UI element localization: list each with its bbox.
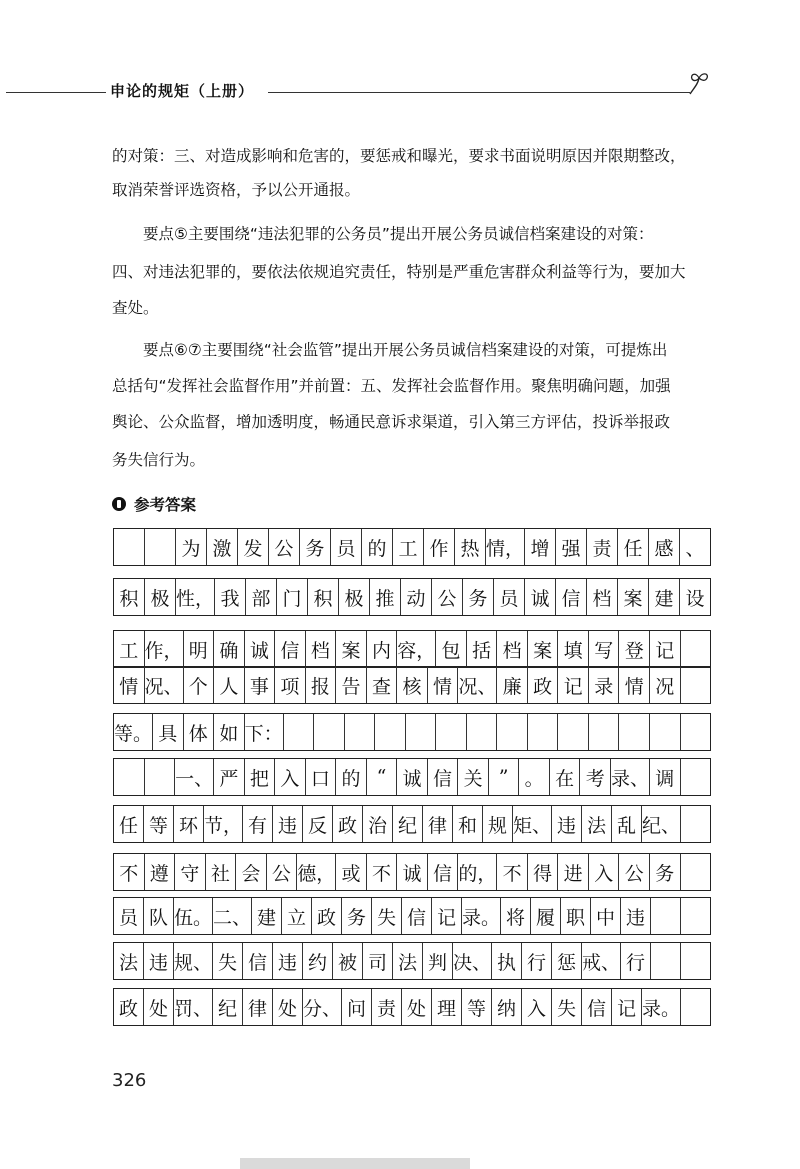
grid-cell: 队 xyxy=(144,898,174,934)
grid-cell xyxy=(681,714,711,750)
bullet-icon xyxy=(112,497,126,511)
grid-cell: 务 xyxy=(300,529,331,565)
grid-cell xyxy=(114,529,145,565)
grid-cell: 行 xyxy=(522,943,552,979)
grid-cell xyxy=(558,714,589,750)
grid-cell: 法 xyxy=(393,943,423,979)
grid-cell: 反 xyxy=(303,806,333,842)
grid-cell: 罚、 xyxy=(174,989,213,1025)
grid-cell: 录 xyxy=(589,667,620,703)
grid-cell: 务 xyxy=(342,898,372,934)
grid-cell: 诚 xyxy=(397,759,428,795)
grid-cell: 约 xyxy=(303,943,333,979)
grid-cell xyxy=(314,714,345,750)
grid-cell: 执 xyxy=(492,943,522,979)
grid-cell: 等 xyxy=(144,806,174,842)
grid-cell: 建 xyxy=(252,898,282,934)
grid-row xyxy=(113,630,711,668)
grid-cell: 遵 xyxy=(145,854,176,890)
grid-cell: 写 xyxy=(589,631,620,667)
grid-cell: 信 xyxy=(243,943,273,979)
grid-cell: 核 xyxy=(397,667,428,703)
grid-cell: 作， xyxy=(145,631,184,667)
grid-cell: 查 xyxy=(367,667,398,703)
grid-cell xyxy=(651,943,681,979)
grid-cell xyxy=(406,714,437,750)
text-line: 舆论、公众监督，增加透明度，畅通民意诉求渠道，引入第三方评估，投诉举报政 xyxy=(112,413,671,431)
grid-cell: 诚 xyxy=(397,854,428,890)
grid-cell: 等。 xyxy=(114,714,153,750)
grid-cell: 强 xyxy=(556,529,587,565)
grid-cell: 的 xyxy=(362,529,393,565)
grid-cell: 治 xyxy=(363,806,393,842)
grid-cell: 政 xyxy=(528,667,559,703)
grid-cell xyxy=(467,714,498,750)
grid-cell: 事 xyxy=(245,667,276,703)
grid-cell: 务 xyxy=(650,854,681,890)
running-header-title: 申论的规矩（上册） xyxy=(110,82,255,100)
grid-cell: 案 xyxy=(528,631,559,667)
grid-cell: 理 xyxy=(432,989,462,1025)
grid-cell: 信 xyxy=(428,854,459,890)
grid-cell xyxy=(436,714,467,750)
grid-cell: 极 xyxy=(339,579,370,615)
grid-cell: 录、 xyxy=(611,759,650,795)
text-line: 要点⑤主要围绕“违法犯罪的公务员”提出开展公务员诚信档案建设的对策： xyxy=(143,225,654,243)
grid-cell: 政 xyxy=(333,806,363,842)
grid-cell: 情 xyxy=(428,667,459,703)
grid-cell: 被 xyxy=(333,943,363,979)
grid-cell: 信 xyxy=(402,898,432,934)
grid-cell: 戒、 xyxy=(582,943,621,979)
grid-cell: 括 xyxy=(467,631,498,667)
grid-cell: 告 xyxy=(336,667,367,703)
text-line: 要点⑥⑦主要围绕“社会监管”提出开展公务员诚信档案建设的对策，可提炼出 xyxy=(143,341,668,359)
grid-cell: 失 xyxy=(372,898,402,934)
grid-cell: 进 xyxy=(558,854,589,890)
grid-cell: 填 xyxy=(558,631,589,667)
grid-cell: 一、 xyxy=(175,759,214,795)
grid-cell: 入 xyxy=(589,854,620,890)
grid-cell: 将 xyxy=(501,898,531,934)
page-number: 326 xyxy=(112,1070,147,1091)
grid-cell: 员 xyxy=(331,529,362,565)
grid-cell xyxy=(284,714,315,750)
grid-cell: 情， xyxy=(486,529,525,565)
grid-cell: 矩、 xyxy=(513,806,552,842)
grid-cell: 情 xyxy=(114,667,145,703)
grid-cell: 职 xyxy=(561,898,591,934)
grid-cell: 节， xyxy=(204,806,243,842)
grid-row xyxy=(113,897,711,935)
grid-cell: 设 xyxy=(685,587,705,610)
grid-cell: 公 xyxy=(269,529,300,565)
grid-cell: 违 xyxy=(552,806,582,842)
text-line: 务失信行为。 xyxy=(112,451,206,469)
grid-cell: 责 xyxy=(587,529,618,565)
grid-cell xyxy=(681,989,710,1025)
grid-cell: 信 xyxy=(556,579,587,615)
grid-cell: 为 xyxy=(176,529,207,565)
grid-cell: 案 xyxy=(618,579,649,615)
grid-cell: 、 xyxy=(685,537,705,560)
grid-cell xyxy=(651,898,681,934)
grid-cell: 严 xyxy=(214,759,245,795)
grid-cell: 违 xyxy=(273,943,303,979)
grid-cell: 如 xyxy=(214,714,245,750)
grid-cell: 问 xyxy=(342,989,372,1025)
grid-cell: 政 xyxy=(114,989,144,1025)
text-line: 查处。 xyxy=(112,299,159,317)
grid-cell: 处 xyxy=(402,989,432,1025)
grid-cell: 录。 xyxy=(462,898,501,934)
grid-cell xyxy=(681,667,711,703)
grid-cell: 作 xyxy=(424,529,455,565)
grid-cell: 增 xyxy=(525,529,556,565)
grid-cell: 务 xyxy=(463,579,494,615)
grid-cell: 廉 xyxy=(497,667,528,703)
grid-cell: 判 xyxy=(423,943,453,979)
grid-cell xyxy=(681,631,711,667)
grid-cell: 感 xyxy=(649,529,680,565)
grid-cell: 档 xyxy=(497,631,528,667)
grid-cell: 记 xyxy=(558,667,589,703)
grid-cell: 考 xyxy=(580,759,611,795)
grid-cell: 德， xyxy=(297,854,336,890)
grid-cell: 立 xyxy=(282,898,312,934)
grid-cell: 极 xyxy=(145,579,176,615)
grid-cell: 积 xyxy=(114,579,145,615)
grid-cell: 下： xyxy=(245,714,284,750)
grid-cell xyxy=(528,714,559,750)
grid-cell xyxy=(650,714,681,750)
sprout-icon xyxy=(686,70,712,96)
grid-cell xyxy=(681,854,711,890)
grid-row xyxy=(113,713,711,751)
answer-heading-label: 参考答案 xyxy=(134,496,197,514)
grid-cell: 信 xyxy=(582,989,612,1025)
grid-cell: 员 xyxy=(114,898,144,934)
grid-cell: 不 xyxy=(114,854,145,890)
grid-cell: 发 xyxy=(238,529,269,565)
grid-cell: 录。 xyxy=(642,989,681,1025)
grid-cell: 会 xyxy=(236,854,267,890)
grid-cell: “ xyxy=(367,759,398,795)
grid-cell: 决、 xyxy=(453,943,492,979)
header-rule-left xyxy=(6,92,106,93)
grid-cell: 具 xyxy=(153,714,184,750)
text-line: 的对策：三、对造成影响和危害的，要惩戒和曝光，要求书面说明原因并限期整改， xyxy=(112,147,686,165)
text-line: 四、对违法犯罪的，要依法依规追究责任，特别是严重危害群众利益等行为，要加大 xyxy=(112,263,686,281)
grid-cell: 二、 xyxy=(213,898,252,934)
grid-cell: 包 xyxy=(436,631,467,667)
grid-cell: 任 xyxy=(618,529,649,565)
grid-cell: 的 xyxy=(336,759,367,795)
grid-cell: 内 xyxy=(367,631,398,667)
grid-cell: 纳 xyxy=(492,989,522,1025)
grid-cell: 等 xyxy=(462,989,492,1025)
grid-row xyxy=(113,942,711,980)
grid-cell: 项 xyxy=(275,667,306,703)
grid-cell: 社 xyxy=(206,854,237,890)
grid-cell: 案 xyxy=(336,631,367,667)
grid-cell: 员 xyxy=(494,579,525,615)
grid-cell: 行 xyxy=(621,943,651,979)
grid-cell: 况、 xyxy=(458,667,497,703)
grid-row xyxy=(113,988,711,1026)
grid-cell: 规、 xyxy=(174,943,213,979)
grid-cell: 不 xyxy=(497,854,528,890)
grid-cell: 政 xyxy=(312,898,342,934)
grid-cell: 公 xyxy=(267,854,298,890)
grid-cell: 激 xyxy=(207,529,238,565)
grid-cell: 和 xyxy=(453,806,483,842)
grid-cell xyxy=(619,714,650,750)
grid-cell: 的， xyxy=(458,854,497,890)
grid-row xyxy=(113,578,711,616)
text-line: 总括句“发挥社会监督作用”并前置：五、发挥社会监督作用。聚焦明确问题，加强 xyxy=(112,377,671,395)
grid-row xyxy=(113,528,711,566)
grid-cell: 公 xyxy=(432,579,463,615)
grid-cell: 入 xyxy=(522,989,552,1025)
footer-scan-artifact xyxy=(240,1158,470,1169)
grid-cell xyxy=(114,759,145,795)
grid-cell: 诚 xyxy=(245,631,276,667)
grid-cell: 个 xyxy=(184,667,215,703)
grid-cell: 法 xyxy=(114,943,144,979)
grid-cell: 档 xyxy=(587,579,618,615)
grid-cell: 积 xyxy=(308,579,339,615)
grid-cell: 况 xyxy=(650,667,681,703)
grid-cell: 或 xyxy=(336,854,367,890)
grid-cell: 登 xyxy=(619,631,650,667)
grid-cell: 入 xyxy=(275,759,306,795)
grid-cell: 记 xyxy=(650,631,681,667)
grid-cell: 性， xyxy=(176,579,215,615)
grid-cell xyxy=(145,529,176,565)
grid-cell: 在 xyxy=(550,759,581,795)
grid-cell: 律 xyxy=(423,806,453,842)
grid-cell: 信 xyxy=(275,631,306,667)
grid-cell: 信 xyxy=(428,759,459,795)
grid-cell: 人 xyxy=(214,667,245,703)
text-line: 取消荣誉评选资格，予以公开通报。 xyxy=(112,181,361,199)
grid-row xyxy=(113,805,711,843)
grid-cell: 推 xyxy=(370,579,401,615)
grid-cell: 。 xyxy=(519,759,550,795)
grid-cell: 纪 xyxy=(213,989,243,1025)
grid-cell: 守 xyxy=(175,854,206,890)
grid-cell: 纪 xyxy=(393,806,423,842)
grid-cell: 关 xyxy=(458,759,489,795)
grid-cell xyxy=(681,898,710,934)
grid-cell: 分、 xyxy=(303,989,342,1025)
grid-cell: 诚 xyxy=(525,579,556,615)
grid-cell xyxy=(345,714,376,750)
grid-cell: 档 xyxy=(306,631,337,667)
grid-cell: 规 xyxy=(483,806,513,842)
header-rule-right xyxy=(268,92,690,93)
grid-cell: 情 xyxy=(619,667,650,703)
grid-cell: ” xyxy=(489,759,520,795)
grid-cell: 有 xyxy=(243,806,273,842)
grid-cell xyxy=(681,806,710,842)
grid-cell: 容， xyxy=(397,631,436,667)
grid-cell: 热 xyxy=(455,529,486,565)
grid-cell: 调 xyxy=(650,759,681,795)
grid-cell xyxy=(681,759,711,795)
grid-cell: 建 xyxy=(649,579,680,615)
grid-cell: 不 xyxy=(367,854,398,890)
grid-cell: 我 xyxy=(215,579,246,615)
grid-cell: 口 xyxy=(306,759,337,795)
grid-cell: 明 xyxy=(184,631,215,667)
grid-cell: 失 xyxy=(552,989,582,1025)
grid-cell: 把 xyxy=(245,759,276,795)
grid-cell: 法 xyxy=(582,806,612,842)
grid-cell: 况、 xyxy=(145,667,184,703)
grid-cell: 违 xyxy=(144,943,174,979)
grid-cell xyxy=(145,759,176,795)
grid-cell: 违 xyxy=(621,898,651,934)
grid-cell: 司 xyxy=(363,943,393,979)
grid-cell: 工 xyxy=(114,631,145,667)
grid-cell: 环 xyxy=(174,806,204,842)
grid-cell xyxy=(375,714,406,750)
grid-row xyxy=(113,853,711,891)
grid-cell: 得 xyxy=(528,854,559,890)
grid-cell: 工 xyxy=(393,529,424,565)
grid-cell: 动 xyxy=(401,579,432,615)
grid-cell: 门 xyxy=(277,579,308,615)
grid-cell: 履 xyxy=(531,898,561,934)
grid-cell: 处 xyxy=(144,989,174,1025)
grid-cell: 律 xyxy=(243,989,273,1025)
grid-cell: 处 xyxy=(273,989,303,1025)
grid-cell: 公 xyxy=(619,854,650,890)
grid-cell: 中 xyxy=(591,898,621,934)
answer-heading xyxy=(112,494,196,514)
grid-cell: 报 xyxy=(306,667,337,703)
grid-cell: 违 xyxy=(273,806,303,842)
grid-cell: 乱 xyxy=(612,806,642,842)
grid-cell: 责 xyxy=(372,989,402,1025)
grid-cell xyxy=(497,714,528,750)
grid-cell: 部 xyxy=(246,579,277,615)
grid-row xyxy=(113,666,711,704)
grid-cell: 记 xyxy=(432,898,462,934)
grid-cell xyxy=(681,943,710,979)
grid-cell: 任 xyxy=(114,806,144,842)
grid-row xyxy=(113,758,711,796)
grid-cell: 惩 xyxy=(552,943,582,979)
grid-cell: 体 xyxy=(184,714,215,750)
grid-cell: 纪、 xyxy=(642,806,681,842)
grid-cell: 伍。 xyxy=(174,898,213,934)
grid-cell: 失 xyxy=(213,943,243,979)
grid-cell xyxy=(589,714,620,750)
grid-cell: 确 xyxy=(214,631,245,667)
grid-cell: 记 xyxy=(612,989,642,1025)
